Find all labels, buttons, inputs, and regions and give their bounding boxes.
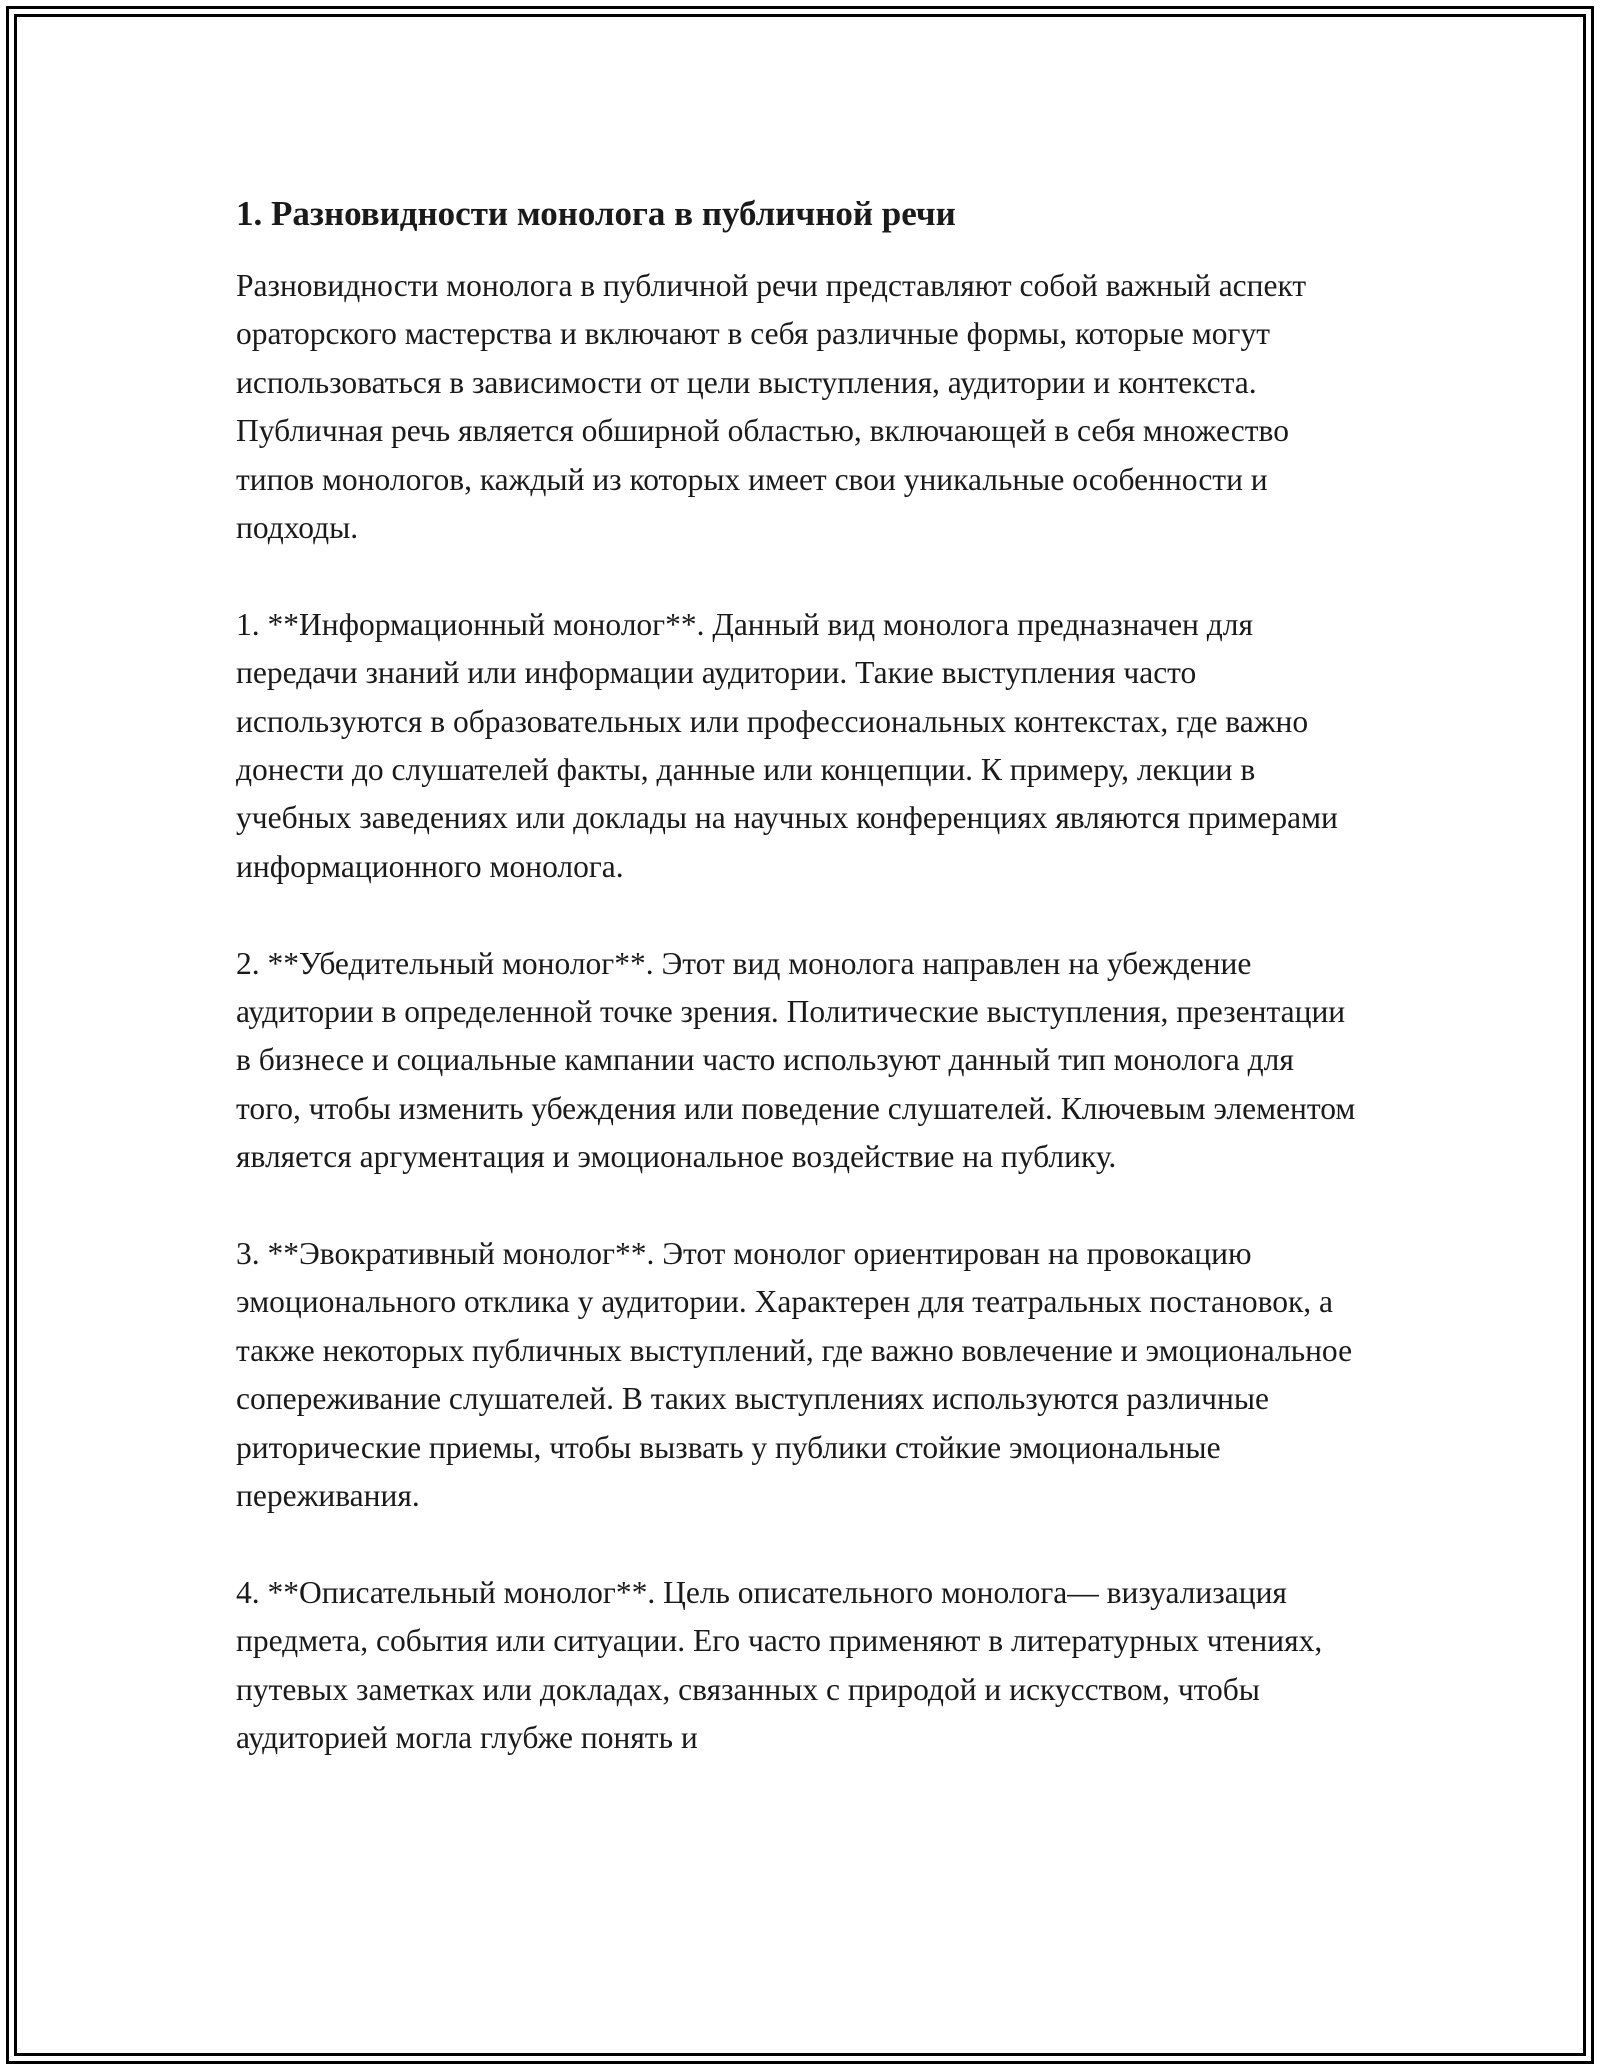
paragraph-evocative-monologue: 3. **Эвокративный монолог**. Этот монолог ориентирован на провокацию эмоционального отклика у аудитории. Характерен для театральных постановок, а также некоторых публичных выступлений, где важно вовлечение и эмоциональное сопереживание слушателей. В таких выступлениях используются различные риторические приемы, чтобы вызвать у публики стойкие эмоциональные переживания. xyxy=(236,1236,1353,1514)
intro-paragraph: Разновидности монолога в публичной речи представляют собой важный аспект ораторского мастерства и включают в себя различные формы, которые могут использоваться в зависимости от цели выступления, аудитории и контекста. Публичная речь является обширной областью, включающей в себя множество типов монологов, каждый из которых имеет свои уникальные особенности и подходы. xyxy=(236,268,1307,546)
paragraph-descriptive-monologue: 4. **Описательный монолог**. Цель описательного монолога— визуализация предмета, события или ситуации. Его часто применяют в литературных чтениях, путевых заметках или докладах, связанных с природой и искусством, чтобы аудиторией могла глубже понять и xyxy=(236,1574,1323,1756)
section-heading: 1. Разновидности монолога в публичной речи xyxy=(236,194,956,233)
paragraph-informational-monologue: 1. **Информационный монолог**. Данный вид монолога предназначен для передачи знаний или информации аудитории. Такие выступления часто используются в образовательных или профессиональных контекстах, где важно донести до слушателей факты, данные или концепции. К примеру, лекции в учебных заведениях или доклады на научных конференциях являются примерами информационного монолога. xyxy=(236,606,1338,884)
document-page xyxy=(236,190,1366,1811)
paragraph-persuasive-monologue: 2. **Убедительный монолог**. Этот вид монолога направлен на убеждение аудитории в определенной точке зрения. Политические выступления, презентации в бизнесе и социальные кампании часто используют данный тип монолога для того, чтобы изменить убеждения или поведение слушателей. Ключевым элементом является аргументация и эмоциональное воздействие на публику. xyxy=(236,945,1356,1175)
